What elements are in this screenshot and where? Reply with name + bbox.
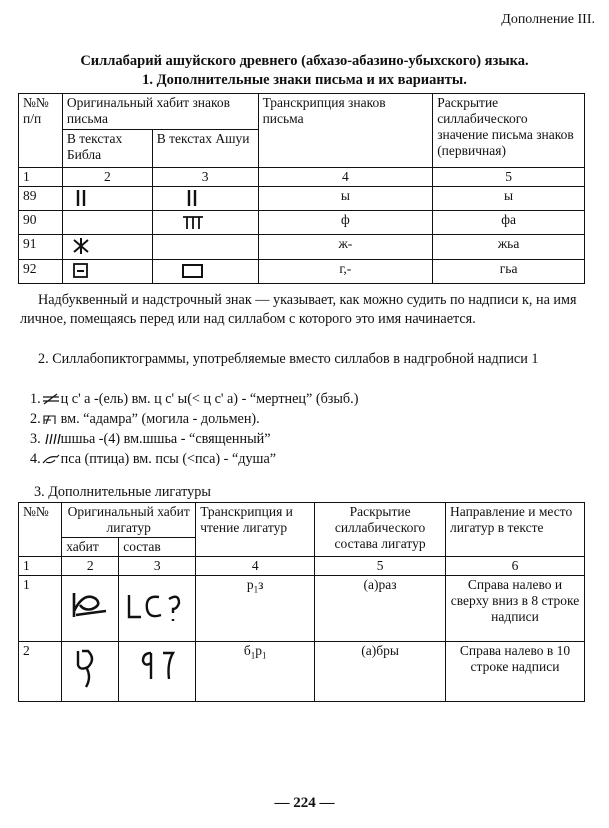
item-num: 3. <box>30 431 41 447</box>
transcription-cell: $б_1р_1$ <box>196 642 315 702</box>
rectangle-sign-icon <box>152 260 258 284</box>
direction-cell: Справа налево в 10 строке надписи <box>446 642 585 702</box>
page-number: — 224 — <box>274 795 335 811</box>
section-header: Дополнение III. <box>501 12 595 27</box>
row-num: 1 <box>19 576 62 642</box>
header-num: №№ <box>19 503 62 557</box>
transcription-cell: ж- <box>258 235 433 260</box>
item-num: 4. <box>30 451 41 467</box>
list-item <box>30 389 590 409</box>
col-num-5: 5 <box>315 557 446 576</box>
table-row <box>19 235 585 260</box>
double-vertical-stroke-icon <box>152 187 258 211</box>
col-num-2: 2 <box>62 557 119 576</box>
meaning-cell: жьа <box>433 235 585 260</box>
table1-title: 1. Дополнительные знаки письма и их варианты. <box>142 72 467 88</box>
meaning-cell: гьа <box>433 260 585 284</box>
ligatures-table <box>18 502 585 702</box>
asterisk-sign-icon <box>62 235 152 260</box>
row-num: 91 <box>19 235 63 260</box>
header-meaning: Раскрытие силлабического состава лигатур <box>315 503 446 557</box>
header-transcription: Транскрипция и чтение лигатур <box>196 503 315 557</box>
header-num: №№ п/п <box>19 94 63 168</box>
col-num-3: 3 <box>119 557 196 576</box>
meaning-cell: (а)бры <box>315 642 446 702</box>
boxed-sign-icon <box>62 260 152 284</box>
header-transcription: Транскрипция знаков письма <box>258 94 433 168</box>
struck-lines-icon <box>41 392 61 406</box>
header-bible: В текстах Библа <box>62 130 152 168</box>
bird-icon <box>41 452 61 466</box>
header-meaning: Раскрытие силлабического значение письма знаков (первичная) <box>433 94 585 168</box>
col-num-5: 5 <box>433 168 585 187</box>
header-habit: хабит <box>62 538 119 557</box>
row-num: 90 <box>19 211 63 235</box>
meaning-cell: (а)раз <box>315 576 446 642</box>
table-row <box>19 576 585 642</box>
table-row <box>19 187 585 211</box>
row-num: 2 <box>19 642 62 702</box>
col-num-6: 6 <box>446 557 585 576</box>
item-num: 1. <box>30 391 41 407</box>
transcription-cell: ы <box>258 187 433 211</box>
ligature-2-habit-icon <box>62 642 119 702</box>
ligature-2-composition-icon <box>119 642 196 702</box>
paragraph-2: 2. Силлабопиктограммы, употребляемые вместо силлабов в надгробной надписи 1 <box>38 351 539 367</box>
col-num-2: 2 <box>62 168 152 187</box>
list-item <box>30 409 590 429</box>
item-num: 2. <box>30 411 41 427</box>
dolmen-icon <box>41 412 61 426</box>
table-row <box>19 642 585 702</box>
direction-cell: Справа налево и сверху вниз в 8 строке надписи <box>446 576 585 642</box>
comb-sign-icon <box>152 211 258 235</box>
transcription-cell: $р_1з$ <box>196 576 315 642</box>
col-num-4: 4 <box>258 168 433 187</box>
table-row <box>19 260 585 284</box>
list-item <box>30 449 590 469</box>
transcription-cell: г,- <box>258 260 433 284</box>
header-orig: Оригинальный хабит лигатур <box>62 503 196 538</box>
header-ashui: В текстах Ашуи <box>152 130 258 168</box>
paragraph-1: Надбуквенный и надстрочный знак — указывает, как можно судить по надписи к, на имя личное, помещаясь перед или над силлабом с которого это имя начинается. <box>20 292 577 327</box>
pictogram-list <box>30 389 590 469</box>
col-num-4: 4 <box>196 557 315 576</box>
row-num: 92 <box>19 260 63 284</box>
header-composition: состав <box>119 538 196 557</box>
col-num-1: 1 <box>19 557 62 576</box>
header-direction: Направление и место лигатур в тексте <box>446 503 585 557</box>
item-text: пса (птица) вм. псы (<пса) - “душа” <box>60 451 277 467</box>
header-orig: Оригинальный хабит знаков письма <box>62 94 258 130</box>
item-text: ц с' а -(ель) вм. ц с' ы(< ц с' а) - “мертнец” (бзыб.) <box>60 391 359 407</box>
meaning-cell: фа <box>433 211 585 235</box>
row-num: 89 <box>19 187 63 211</box>
meaning-cell: ы <box>433 187 585 211</box>
col-num-3: 3 <box>152 168 258 187</box>
list-item <box>30 429 590 449</box>
transcription-cell: ф <box>258 211 433 235</box>
item-text: вм. “адамра” (могила - дольмен). <box>60 411 260 427</box>
four-strokes-icon <box>41 432 61 446</box>
page-title: Силлабарий ашуйского древнего (абхазо-абазино-убыхского) языка. <box>80 53 529 69</box>
ligature-1-habit-icon <box>62 576 119 642</box>
section-3-title: 3. Дополнительные лигатуры <box>34 484 211 500</box>
signs-table <box>18 93 585 284</box>
empty-cell <box>62 211 152 235</box>
table-row <box>19 211 585 235</box>
empty-cell <box>152 235 258 260</box>
item-text: шшьа -(4) вм.шшьа - “священный” <box>60 431 271 447</box>
col-num-1: 1 <box>19 168 63 187</box>
double-vertical-stroke-icon <box>62 187 152 211</box>
ligature-1-composition-icon <box>119 576 196 642</box>
